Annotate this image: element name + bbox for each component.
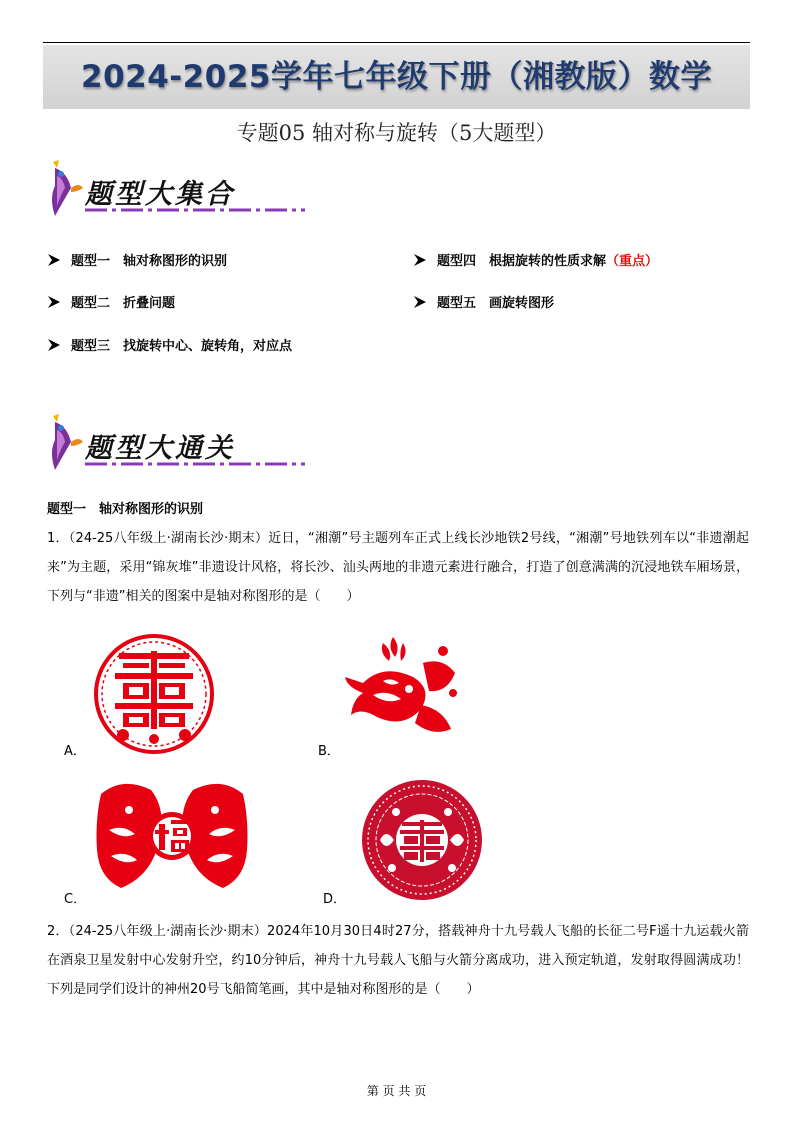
fish-lotus-papercut-icon[interactable] [343, 633, 461, 743]
key-point-tag: （重点） [606, 254, 659, 269]
question-2 [47, 917, 749, 1004]
toc-item-label: 题型二 折叠问题 [71, 296, 176, 311]
arrow-bullet-icon [413, 295, 427, 309]
double-happiness-papercut-icon[interactable] [93, 633, 215, 755]
toc-item-1[interactable] [47, 250, 227, 269]
section-title-collection: 题型大集合 [85, 179, 235, 210]
section-header-practice [45, 412, 275, 480]
arrow-bullet-icon [47, 253, 61, 267]
toc-item-label: 题型三 找旋转中心、旋转角，对应点 [71, 339, 293, 354]
twin-fish-fu-papercut-icon[interactable] [93, 780, 251, 894]
toc-item-4[interactable] [413, 250, 658, 269]
question-text: （24-25八年级上·湖南长沙·期末）2024年10月30日4时27分，搭载神舟十九号载人飞船的长征二号F遥十九运载火箭在酒泉卫星发射中心发射升空，约10分钟后，神舟十九号载人飞船与火箭分离成功，进入预定轨道，发射取得圆满成功！下列是同学们设计的神州20号飞船简笔画，其中是轴对称图形的是（ ） [47, 924, 749, 997]
title-banner [43, 45, 750, 109]
page-title: 2024-2025学年七年级下册（湘教版）数学 [81, 59, 712, 95]
option-label: B． [318, 744, 340, 759]
option-label: C． [64, 892, 87, 907]
question-text: （24-25八年级上·湖南长沙·期末）近日，“湘潮”号主题列车正式上线长沙地铁2号线，“湘潮”号地铁列车以“非遗潮起来”为主题，采用“锦灰堆”非遗设计风格，将长沙、汕头两地的非遗元素进行融合，打造了创意满满的沉浸地铁车厢场景，下列与“非遗”相关的图案中是轴对称图形的是（ ） [47, 531, 749, 604]
toc-item-2[interactable] [47, 292, 175, 311]
toc-item-5[interactable] [413, 292, 554, 311]
round-double-happiness-papercut-icon[interactable] [360, 778, 484, 902]
section-divider [85, 208, 305, 212]
arrow-bullet-icon [47, 295, 61, 309]
top-rule [43, 42, 750, 43]
section-header-collection [45, 158, 275, 226]
question-1 [47, 524, 749, 611]
toc-item-label: 题型四 根据旋转的性质求解 [437, 254, 607, 269]
arrow-bullet-icon [47, 338, 61, 352]
arrow-bullet-icon [413, 253, 427, 267]
section-title-practice: 题型大通关 [85, 433, 235, 464]
mascot-logo-icon [45, 412, 85, 474]
page-subtitle: 专题05 轴对称与旋转（5大题型） [236, 121, 557, 145]
section-divider [85, 462, 305, 466]
question-number: 2． [47, 924, 69, 939]
toc-item-label: 题型五 画旋转图形 [437, 296, 555, 311]
page-footer: 第 页 共 页 [366, 1084, 427, 1098]
toc-item-3[interactable] [47, 335, 292, 354]
option-label: D． [323, 892, 347, 907]
mascot-logo-icon [45, 158, 85, 220]
section-one-heading: 题型一 轴对称图形的识别 [47, 502, 204, 517]
toc-item-label: 题型一 轴对称图形的识别 [71, 254, 228, 269]
question-number: 1． [47, 531, 69, 546]
option-label: A． [64, 744, 86, 759]
